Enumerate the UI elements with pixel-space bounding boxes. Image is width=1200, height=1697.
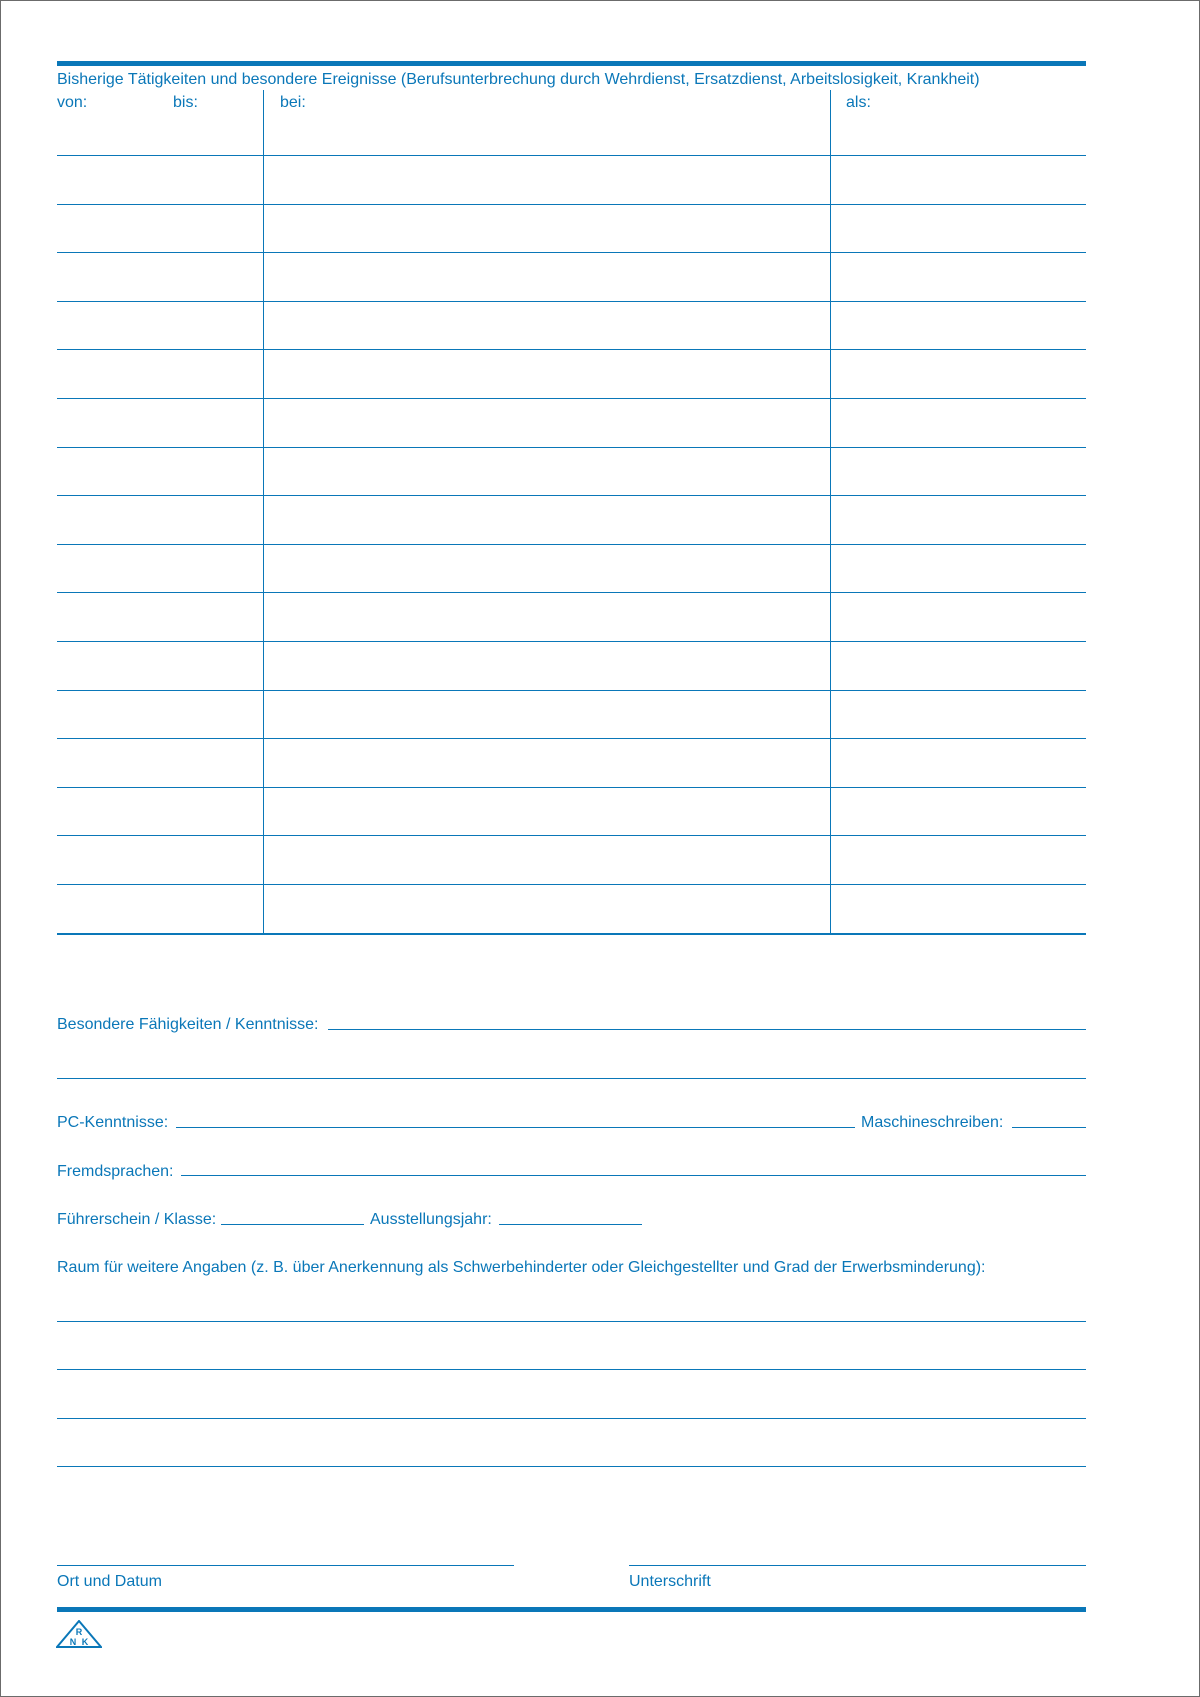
further-info-line-1[interactable] bbox=[57, 1321, 1086, 1322]
issue-year-field[interactable] bbox=[499, 1224, 642, 1225]
period-cell[interactable] bbox=[57, 690, 263, 739]
employer-cell[interactable] bbox=[264, 301, 830, 350]
position-cell[interactable] bbox=[831, 787, 1086, 836]
rnk-triangle-logo-icon bbox=[56, 1620, 102, 1648]
table-row bbox=[57, 495, 1086, 544]
position-cell[interactable] bbox=[831, 252, 1086, 301]
period-cell[interactable] bbox=[57, 787, 263, 836]
table-row bbox=[57, 204, 1086, 253]
period-cell[interactable] bbox=[57, 884, 263, 933]
further-info-line-4[interactable] bbox=[57, 1466, 1086, 1467]
position-cell[interactable] bbox=[831, 641, 1086, 690]
employer-cell[interactable] bbox=[264, 447, 830, 496]
languages-label: Fremdsprachen: bbox=[57, 1163, 174, 1180]
further-info-line-2[interactable] bbox=[57, 1369, 1086, 1370]
place-date-field[interactable] bbox=[57, 1565, 514, 1566]
employer-cell[interactable] bbox=[264, 398, 830, 447]
table-row bbox=[57, 447, 1086, 496]
table-row bbox=[57, 738, 1086, 787]
signature-label: Unterschrift bbox=[629, 1573, 711, 1590]
employer-cell[interactable] bbox=[264, 738, 830, 787]
employer-cell[interactable] bbox=[264, 155, 830, 204]
signature-field[interactable] bbox=[629, 1565, 1086, 1566]
position-cell[interactable] bbox=[831, 204, 1086, 253]
position-cell[interactable] bbox=[831, 544, 1086, 593]
position-cell[interactable] bbox=[831, 447, 1086, 496]
issue-year-label: Ausstellungsjahr: bbox=[370, 1211, 492, 1228]
table-row bbox=[57, 349, 1086, 398]
employer-cell[interactable] bbox=[264, 252, 830, 301]
position-cell[interactable] bbox=[831, 301, 1086, 350]
period-cell[interactable] bbox=[57, 204, 263, 253]
table-row bbox=[57, 110, 1086, 155]
logo-letter-r: R bbox=[75, 1627, 83, 1637]
pc-skills-field[interactable] bbox=[176, 1127, 855, 1128]
special-skills-label: Besondere Fähigkeiten / Kenntnisse: bbox=[57, 1016, 319, 1033]
employer-cell[interactable] bbox=[264, 690, 830, 739]
special-skills-field[interactable] bbox=[328, 1029, 1086, 1030]
table-row bbox=[57, 398, 1086, 447]
period-cell[interactable] bbox=[57, 544, 263, 593]
table-row bbox=[57, 690, 1086, 739]
bottom-rule bbox=[57, 1607, 1086, 1612]
employer-cell[interactable] bbox=[264, 641, 830, 690]
col-header-bei: bei: bbox=[280, 94, 306, 111]
activities-heading: Bisherige Tätigkeiten und besondere Ereignisse (Berufsunterbrechung durch Wehrdienst, Ersatzdienst, Arbeitslosigkeit, Krankheit) bbox=[57, 71, 980, 88]
position-cell[interactable] bbox=[831, 495, 1086, 544]
employer-cell[interactable] bbox=[264, 204, 830, 253]
employer-cell[interactable] bbox=[264, 495, 830, 544]
top-rule bbox=[57, 61, 1086, 66]
period-cell[interactable] bbox=[57, 349, 263, 398]
employer-cell[interactable] bbox=[264, 110, 830, 155]
employer-cell[interactable] bbox=[264, 592, 830, 641]
period-cell[interactable] bbox=[57, 592, 263, 641]
position-cell[interactable] bbox=[831, 884, 1086, 933]
license-label: Führerschein / Klasse: bbox=[57, 1211, 217, 1228]
logo-letter-n: N bbox=[69, 1637, 77, 1647]
period-cell[interactable] bbox=[57, 641, 263, 690]
typing-field[interactable] bbox=[1012, 1127, 1086, 1128]
period-cell[interactable] bbox=[57, 447, 263, 496]
period-cell[interactable] bbox=[57, 155, 263, 204]
position-cell[interactable] bbox=[831, 738, 1086, 787]
period-cell[interactable] bbox=[57, 110, 263, 155]
employer-cell[interactable] bbox=[264, 884, 830, 933]
employer-cell[interactable] bbox=[264, 349, 830, 398]
period-cell[interactable] bbox=[57, 398, 263, 447]
period-cell[interactable] bbox=[57, 301, 263, 350]
position-cell[interactable] bbox=[831, 690, 1086, 739]
languages-field[interactable] bbox=[181, 1175, 1086, 1176]
pc-skills-label: PC-Kenntnisse: bbox=[57, 1114, 169, 1131]
col-header-als: als: bbox=[846, 94, 871, 111]
further-info-label: Raum für weitere Angaben (z. B. über Anerkennung als Schwerbehinderter oder Gleichgestellter und Grad der Erwerbsminderung): bbox=[57, 1259, 986, 1276]
table-row bbox=[57, 155, 1086, 204]
position-cell[interactable] bbox=[831, 592, 1086, 641]
table-row bbox=[57, 301, 1086, 350]
position-cell[interactable] bbox=[831, 349, 1086, 398]
typing-label: Maschineschreiben: bbox=[861, 1114, 1004, 1131]
period-cell[interactable] bbox=[57, 835, 263, 884]
employer-cell[interactable] bbox=[264, 787, 830, 836]
employer-cell[interactable] bbox=[264, 835, 830, 884]
period-cell[interactable] bbox=[57, 252, 263, 301]
license-field[interactable] bbox=[221, 1224, 364, 1225]
table-row bbox=[57, 544, 1086, 593]
col-header-von: von: bbox=[57, 94, 88, 111]
col-header-bis: bis: bbox=[173, 94, 198, 111]
table-row-line bbox=[57, 933, 1086, 935]
employer-cell[interactable] bbox=[264, 544, 830, 593]
special-skills-field-2[interactable] bbox=[57, 1078, 1086, 1079]
position-cell[interactable] bbox=[831, 110, 1086, 155]
further-info-line-3[interactable] bbox=[57, 1418, 1086, 1419]
table-row bbox=[57, 787, 1086, 836]
table-row bbox=[57, 835, 1086, 884]
period-cell[interactable] bbox=[57, 495, 263, 544]
position-cell[interactable] bbox=[831, 398, 1086, 447]
place-date-label: Ort und Datum bbox=[57, 1573, 162, 1590]
logo-letter-k: K bbox=[81, 1637, 89, 1647]
table-row bbox=[57, 252, 1086, 301]
period-cell[interactable] bbox=[57, 738, 263, 787]
table-row bbox=[57, 884, 1086, 933]
position-cell[interactable] bbox=[831, 155, 1086, 204]
table-row bbox=[57, 641, 1086, 690]
table-row bbox=[57, 592, 1086, 641]
position-cell[interactable] bbox=[831, 835, 1086, 884]
